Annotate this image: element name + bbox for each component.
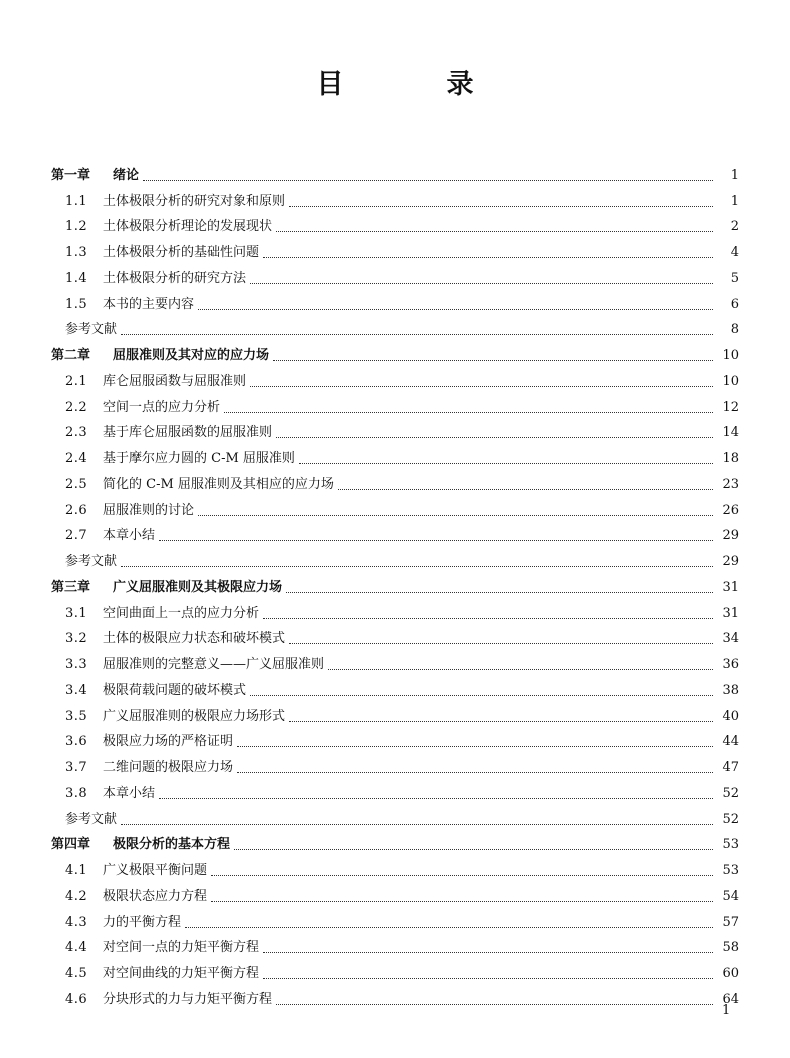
entry-title: 土体极限分析的研究对象和原则	[103, 193, 286, 209]
entry-number: 2.6	[65, 502, 88, 518]
entry-number: 3.3	[65, 657, 88, 672]
entry-title: 极限荷载问题的破坏模式	[103, 682, 247, 698]
entry-number: 1.3	[65, 245, 88, 260]
entry-number: 第二章	[51, 348, 91, 363]
toc-section-entry	[51, 879, 739, 905]
entry-page-number: 31	[722, 605, 739, 621]
entry-number: 4.6	[65, 991, 88, 1007]
entry-page-number: 14	[722, 425, 739, 441]
entry-title: 基于摩尔应力圆的 C-M 屈服准则	[103, 451, 295, 466]
toc-section-entry	[51, 931, 739, 957]
entry-title: 极限应力场的严格证明	[103, 734, 234, 750]
dot-leader	[159, 788, 713, 799]
dot-leader	[263, 247, 713, 258]
entry-title: 对空间曲线的力矩平衡方程	[103, 966, 260, 981]
toc-section-entry	[51, 210, 739, 236]
entry-title: 屈服准则及其对应的应力场	[113, 348, 270, 363]
entry-page-number: 2	[730, 219, 739, 235]
entry-number: 2.7	[65, 528, 88, 544]
entry-title: 屈服准则的讨论	[103, 502, 195, 518]
entry-title: 极限状态应力方程	[103, 888, 208, 904]
entry-page-number: 47	[722, 760, 739, 775]
entry-page-number: 57	[722, 914, 739, 930]
dot-leader	[121, 814, 713, 825]
entry-page-number: 4	[730, 245, 739, 260]
entry-number: 3.7	[65, 760, 88, 775]
entry-title: 本章小结	[103, 528, 156, 544]
dot-leader	[198, 505, 713, 516]
entry-page-number: 58	[722, 940, 739, 956]
page-number: 1	[722, 1003, 731, 1018]
entry-number: 2.2	[65, 399, 88, 415]
entry-number: 2.4	[65, 451, 88, 466]
entry-title: 对空间一点的力矩平衡方程	[103, 940, 260, 956]
dot-leader	[143, 170, 713, 181]
toc-section-entry	[51, 647, 739, 673]
entry-page-number: 12	[722, 399, 739, 415]
entry-title: 广义屈服准则的极限应力场形式	[103, 708, 286, 724]
entry-title: 本书的主要内容	[103, 296, 195, 312]
entry-title: 力的平衡方程	[103, 914, 182, 930]
entry-page-number: 26	[722, 502, 739, 518]
entry-number: 4.4	[65, 940, 88, 956]
toc-references-entry	[51, 544, 739, 570]
entry-number: 4.1	[65, 863, 88, 878]
entry-number: 4.3	[65, 914, 88, 930]
entry-page-number: 29	[722, 528, 739, 544]
entry-number: 4.5	[65, 966, 88, 981]
page-title: 目 录	[316, 69, 512, 100]
entry-title: 分块形式的力与力矩平衡方程	[103, 991, 273, 1007]
entry-page-number: 29	[722, 554, 739, 569]
entry-page-number: 1	[730, 167, 739, 183]
toc-section-entry	[51, 184, 739, 210]
entry-title: 土体的极限应力状态和破坏模式	[103, 631, 286, 647]
entry-page-number: 54	[722, 888, 739, 904]
entry-number: 1.2	[65, 219, 88, 235]
toc-section-entry	[51, 699, 739, 725]
entry-title: 参考文献	[65, 811, 118, 827]
dot-leader	[263, 608, 713, 619]
entry-page-number: 52	[722, 811, 739, 827]
entry-number: 2.1	[65, 373, 88, 389]
entry-number: 第四章	[51, 837, 91, 853]
entry-number: 3.8	[65, 785, 88, 801]
entry-page-number: 6	[730, 296, 739, 312]
dot-leader	[211, 865, 713, 876]
dot-leader	[185, 917, 713, 928]
entry-number: 第三章	[51, 579, 91, 595]
toc-section-entry	[51, 467, 739, 493]
dot-leader	[263, 968, 713, 979]
toc-section-entry	[51, 750, 739, 776]
entry-page-number: 53	[722, 837, 739, 853]
entry-page-number: 10	[722, 373, 739, 389]
dot-leader	[263, 942, 713, 953]
entry-title: 绪论	[113, 167, 140, 183]
toc-section-entry	[51, 519, 739, 545]
entry-page-number: 64	[722, 991, 739, 1007]
entry-title: 库仑屈服函数与屈服准则	[103, 373, 247, 389]
entry-page-number: 60	[722, 966, 739, 981]
toc-section-entry	[51, 364, 739, 390]
toc-section-entry	[51, 725, 739, 751]
dot-leader	[286, 582, 713, 593]
toc-chapter-entry	[51, 828, 739, 854]
dot-leader	[250, 685, 713, 696]
toc-section-entry	[51, 982, 739, 1008]
entry-page-number: 44	[722, 734, 739, 750]
entry-number: 2.5	[65, 476, 88, 492]
dot-leader	[234, 839, 713, 850]
toc-section-entry	[51, 905, 739, 931]
dot-leader	[289, 633, 713, 644]
toc-section-entry	[51, 287, 739, 313]
entry-title: 广义屈服准则及其极限应力场	[113, 579, 283, 595]
dot-leader	[250, 273, 713, 284]
entry-page-number: 18	[722, 451, 739, 466]
dot-leader	[250, 376, 713, 387]
entry-number: 3.4	[65, 682, 88, 698]
entry-title: 土体极限分析的研究方法	[103, 270, 247, 286]
entry-title: 空间曲面上一点的应力分析	[103, 605, 260, 621]
entry-title: 土体极限分析的基础性问题	[103, 245, 260, 260]
dot-leader	[276, 221, 713, 232]
entry-page-number: 23	[722, 476, 739, 492]
entry-number: 3.5	[65, 708, 88, 724]
table-of-contents	[51, 158, 739, 1008]
toc-references-entry	[51, 313, 739, 339]
entry-number: 2.3	[65, 425, 88, 441]
entry-title: 基于库仑屈服函数的屈服准则	[103, 425, 273, 441]
entry-page-number: 34	[722, 631, 739, 647]
entry-page-number: 40	[722, 708, 739, 724]
dot-leader	[276, 427, 713, 438]
entry-title: 参考文献	[65, 322, 118, 338]
toc-section-entry	[51, 596, 739, 622]
dot-leader	[338, 479, 713, 490]
toc-chapter-entry	[51, 158, 739, 184]
dot-leader	[198, 299, 713, 310]
dot-leader	[211, 891, 713, 902]
dot-leader	[328, 659, 713, 670]
toc-section-entry	[51, 956, 739, 982]
toc-section-entry	[51, 776, 739, 802]
dot-leader	[121, 324, 713, 335]
dot-leader	[224, 402, 713, 413]
entry-title: 广义极限平衡问题	[103, 863, 208, 878]
dot-leader	[289, 196, 713, 207]
entry-title: 空间一点的应力分析	[103, 399, 221, 415]
toc-section-entry	[51, 493, 739, 519]
dot-leader	[237, 736, 713, 747]
toc-section-entry	[51, 235, 739, 261]
entry-title: 本章小结	[103, 785, 156, 801]
entry-number: 1.1	[65, 193, 88, 209]
dot-leader	[289, 711, 713, 722]
entry-number: 4.2	[65, 888, 88, 904]
entry-number: 3.2	[65, 631, 88, 647]
dot-leader	[159, 530, 713, 541]
dot-leader	[273, 350, 713, 361]
entry-number: 第一章	[51, 167, 91, 183]
toc-chapter-entry	[51, 570, 739, 596]
entry-page-number: 5	[730, 270, 739, 286]
entry-title: 极限分析的基本方程	[113, 837, 231, 853]
entry-page-number: 31	[722, 579, 739, 595]
entry-title: 土体极限分析理论的发展现状	[103, 219, 273, 235]
dot-leader	[299, 453, 713, 464]
toc-section-entry	[51, 390, 739, 416]
entry-title: 二维问题的极限应力场	[103, 760, 234, 775]
toc-chapter-entry	[51, 338, 739, 364]
entry-title: 屈服准则的完整意义——广义屈服准则	[103, 657, 325, 672]
entry-number: 3.6	[65, 734, 88, 750]
entry-page-number: 38	[722, 682, 739, 698]
entry-title: 参考文献	[65, 554, 118, 569]
entry-number: 1.5	[65, 296, 88, 312]
dot-leader	[121, 556, 713, 567]
dot-leader	[276, 994, 713, 1005]
toc-references-entry	[51, 802, 739, 828]
entry-page-number: 52	[722, 785, 739, 801]
dot-leader	[237, 762, 713, 773]
toc-section-entry	[51, 416, 739, 442]
toc-section-entry	[51, 622, 739, 648]
toc-section-entry	[51, 853, 739, 879]
entry-page-number: 36	[722, 657, 739, 672]
entry-number: 3.1	[65, 605, 88, 621]
toc-section-entry	[51, 673, 739, 699]
entry-number: 1.4	[65, 270, 88, 286]
entry-page-number: 10	[722, 348, 739, 363]
entry-title: 简化的 C-M 屈服准则及其相应的应力场	[103, 476, 334, 492]
toc-section-entry	[51, 261, 739, 287]
entry-page-number: 53	[722, 863, 739, 878]
entry-page-number: 8	[730, 322, 739, 338]
entry-page-number: 1	[730, 193, 739, 209]
toc-section-entry	[51, 441, 739, 467]
